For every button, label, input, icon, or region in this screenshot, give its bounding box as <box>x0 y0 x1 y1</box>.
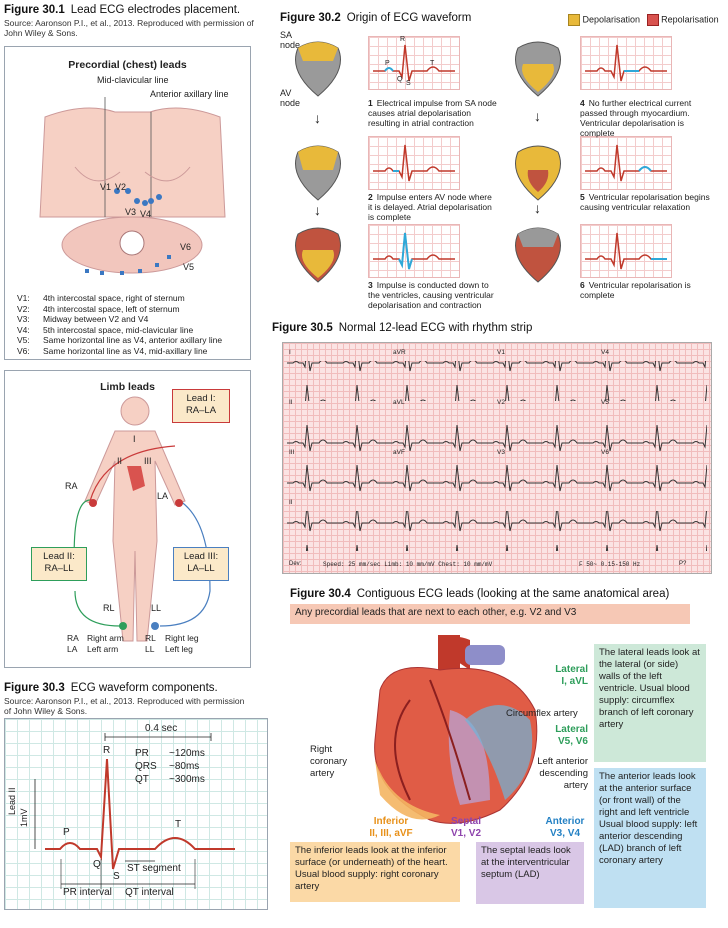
wave-q: Q <box>93 859 101 870</box>
lead1-box: Lead I: RA–LA <box>172 389 230 423</box>
lead-label: II <box>289 399 293 406</box>
fig302-title: Figure 30.2 Origin of ECG waveform <box>280 12 472 24</box>
rl-label: RL <box>103 603 115 613</box>
electrode-v6: V6 <box>180 242 192 252</box>
lead-ii-label: II <box>117 456 123 466</box>
heart-illustration <box>350 630 550 830</box>
lead-label: aVF <box>393 449 405 456</box>
lead-label: I <box>289 349 291 356</box>
ecg-thumb-step6 <box>580 224 672 278</box>
lad-label: Left anterior descending artery <box>537 756 588 791</box>
heart-step3 <box>288 222 350 284</box>
ecg-thumb-step5 <box>580 136 672 190</box>
thumb-s: S <box>406 80 411 87</box>
ecg-footer-left: Dev: <box>289 561 302 567</box>
body-illustration <box>35 391 235 651</box>
septal-info-box: The septal leads look at the interventricular septum (LAD) <box>476 842 584 904</box>
fig303-title: Figure 30.3 ECG waveform components. <box>4 682 218 694</box>
septal-label: Septal V1, V2 <box>450 816 482 839</box>
step1-caption: 1 Electrical impulse from SA node causes atrial depolarisation resulting in atrial contraction <box>368 98 497 128</box>
circumflex-label: Circumflex artery <box>506 708 578 719</box>
ecg-footer-speed: Speed: 25 mm/sec Limb: 10 mm/mV Chest: 10 mm/mV <box>323 561 493 568</box>
legend-row: V5: Same horizontal line as V4, anterior axillary line <box>17 335 223 345</box>
ecg-footer-filter: F 50~ 0.15-150 Hz <box>579 561 641 568</box>
lead-label: V3 <box>497 449 505 456</box>
arrow-down-icon: ↓ <box>314 202 321 218</box>
electrode-v5: V5 <box>183 262 195 272</box>
limb-legend: RA Right arm RL Right leg LA Left arm LL Left leg <box>67 633 199 654</box>
ecg-thumb-step2 <box>368 136 460 190</box>
wave-r: R <box>103 745 111 756</box>
wave-s: S <box>113 871 120 882</box>
legend-row: V1: 4th intercostal space, right of sternum <box>17 293 185 303</box>
inferior-info-box: The inferior leads look at the inferior surface (or underneath) of the heart. Usual blood supply: right coronary artery <box>290 842 460 902</box>
lead-label: V4 <box>601 349 609 356</box>
step6-caption: 6 Ventricular repolarisation is complete <box>580 280 691 300</box>
depol-swatch <box>568 14 580 26</box>
lead-label: II <box>289 499 293 506</box>
wave-p: P <box>63 827 70 838</box>
fig305-title: Figure 30.5 Normal 12-lead ECG with rhythm strip <box>272 322 533 334</box>
av-node-label: AV node <box>280 88 301 108</box>
fig301-source: Source: Aaronson P.I., et al., 2013. Reproduced with permission of John Wiley & Sons. <box>4 18 254 38</box>
ecg-thumb-step4 <box>580 36 672 90</box>
thumb-q: Q <box>397 76 403 83</box>
qt-interval-label: QT interval <box>125 887 174 898</box>
sa-node-label: SA node <box>280 30 301 50</box>
fig301-title: Figure 30.1 Lead ECG electrodes placement. <box>4 4 241 16</box>
ecg-thumb-step3 <box>368 224 460 278</box>
interval-table: PR ~120ms QRS ~80ms QT ~300ms <box>135 748 205 785</box>
inferior-label: Inferior II, III, aVF <box>369 816 413 839</box>
electrode-v1: V1 <box>100 182 112 192</box>
lead-label: V5 <box>601 399 609 406</box>
lead-label: V6 <box>601 449 609 456</box>
repol-swatch <box>647 14 659 26</box>
lead-label: aVR <box>393 349 406 356</box>
ecg-traces <box>283 343 711 573</box>
electrode-v3: V3 <box>125 207 137 217</box>
depol-legend: Depolarisation Repolarisation <box>568 14 719 26</box>
heart-step1 <box>288 36 350 98</box>
lead-ii-axis: Lead II <box>7 787 17 815</box>
electrode-legend <box>17 293 247 356</box>
thumb-p: P <box>385 60 390 67</box>
step3-caption: 3 Impulse is conducted down to the ventricles, causing ventricular depolarisation and contraction <box>368 280 494 310</box>
ecg-12lead <box>282 342 712 574</box>
lead-label: III <box>289 449 295 456</box>
precordial-panel <box>4 46 251 360</box>
lead-i-label: I <box>133 434 136 444</box>
lead-label: V1 <box>497 349 505 356</box>
ll-label: LL <box>151 603 162 613</box>
ra-label: RA <box>65 481 78 491</box>
lead2-box: Lead II: RA–LL <box>31 547 87 581</box>
legend-row: V6: Same horizontal line as V4, mid-axillary line <box>17 345 208 356</box>
heart-step4 <box>508 36 570 98</box>
anterior-info-box: The anterior leads look at the anterior surface (or front wall) of the right and left ventricle Usual blood supply: left anterior descending (LAD) branch of left coronary artery <box>594 768 706 908</box>
electrode-v2: V2 <box>115 182 127 192</box>
arrow-down-icon: ↓ <box>314 110 321 126</box>
electrode-v4: V4 <box>140 209 152 219</box>
heart-step6 <box>508 222 570 284</box>
heart-step2 <box>288 140 350 202</box>
sec-label: 0.4 sec <box>145 723 178 734</box>
rca-label: Right coronary artery <box>310 744 347 779</box>
heart-step5 <box>508 140 570 202</box>
limb-panel <box>4 370 251 668</box>
arrow-down-icon: ↓ <box>534 108 541 124</box>
pr-interval-label: PR interval <box>63 887 112 898</box>
limb-title: Limb leads <box>100 381 155 393</box>
la-label: LA <box>157 491 169 501</box>
lateral-info-box: The lateral leads look at the lateral (or side) walls of the left ventricle. Usual blood supply: circumflex branch of left coronary artery <box>594 644 706 762</box>
lead-label: aVL <box>393 399 405 406</box>
thumb-t: T <box>430 60 435 67</box>
midclavicular-label: Mid-clavicular line <box>97 75 169 85</box>
st-segment-label: ST segment <box>127 863 181 874</box>
chest-illustration <box>25 97 240 282</box>
mv-axis: 1mV <box>19 808 29 827</box>
step2-caption: 2 Impulse enters AV node where it is delayed. Atrial depolarisation is complete <box>368 192 492 222</box>
lead-label: V2 <box>497 399 505 406</box>
precordial-title: Precordial (chest) leads <box>68 59 187 71</box>
thumb-r: R <box>400 36 406 43</box>
wave-t: T <box>175 819 182 830</box>
lead-iii-label: III <box>144 456 152 466</box>
ecg-footer-right: P? <box>679 561 687 567</box>
fig304-title: Figure 30.4 Contiguous ECG leads (looking at the same anatomical area) <box>290 588 670 600</box>
lateral1-label: Lateral I, aVL <box>555 664 588 687</box>
waveform-panel <box>4 718 268 910</box>
arrow-down-icon: ↓ <box>534 200 541 216</box>
lateral2-label: Lateral V5, V6 <box>555 724 588 747</box>
fig303-source: Source: Aaronson P.I., et al., 2013. Reproduced with permission of John Wiley & Sons. <box>4 696 245 716</box>
step4-caption: 4 No further electrical current passed through myocardium. Ventricular depolarisation is complete <box>580 98 692 138</box>
legend-row: V3: Midway between V2 and V4 <box>17 314 149 324</box>
step5-caption: 5 Ventricular repolarisation begins causing ventricular relaxation <box>580 192 710 212</box>
anterior-label: Anterior V3, V4 <box>545 816 585 839</box>
contiguous-banner: Any precordial leads that are next to each other, e.g. V2 and V3 <box>290 604 690 624</box>
legend-row: V2: 4th intercostal space, left of sternum <box>17 303 180 314</box>
ecg-thumb-step1 <box>368 36 460 90</box>
lead3-box: Lead III: LA–LL <box>173 547 229 581</box>
legend-row: V4: 5th intercostal space, mid-clavicular line <box>17 324 194 335</box>
anterior-axillary-label: Anterior axillary line <box>150 89 229 99</box>
